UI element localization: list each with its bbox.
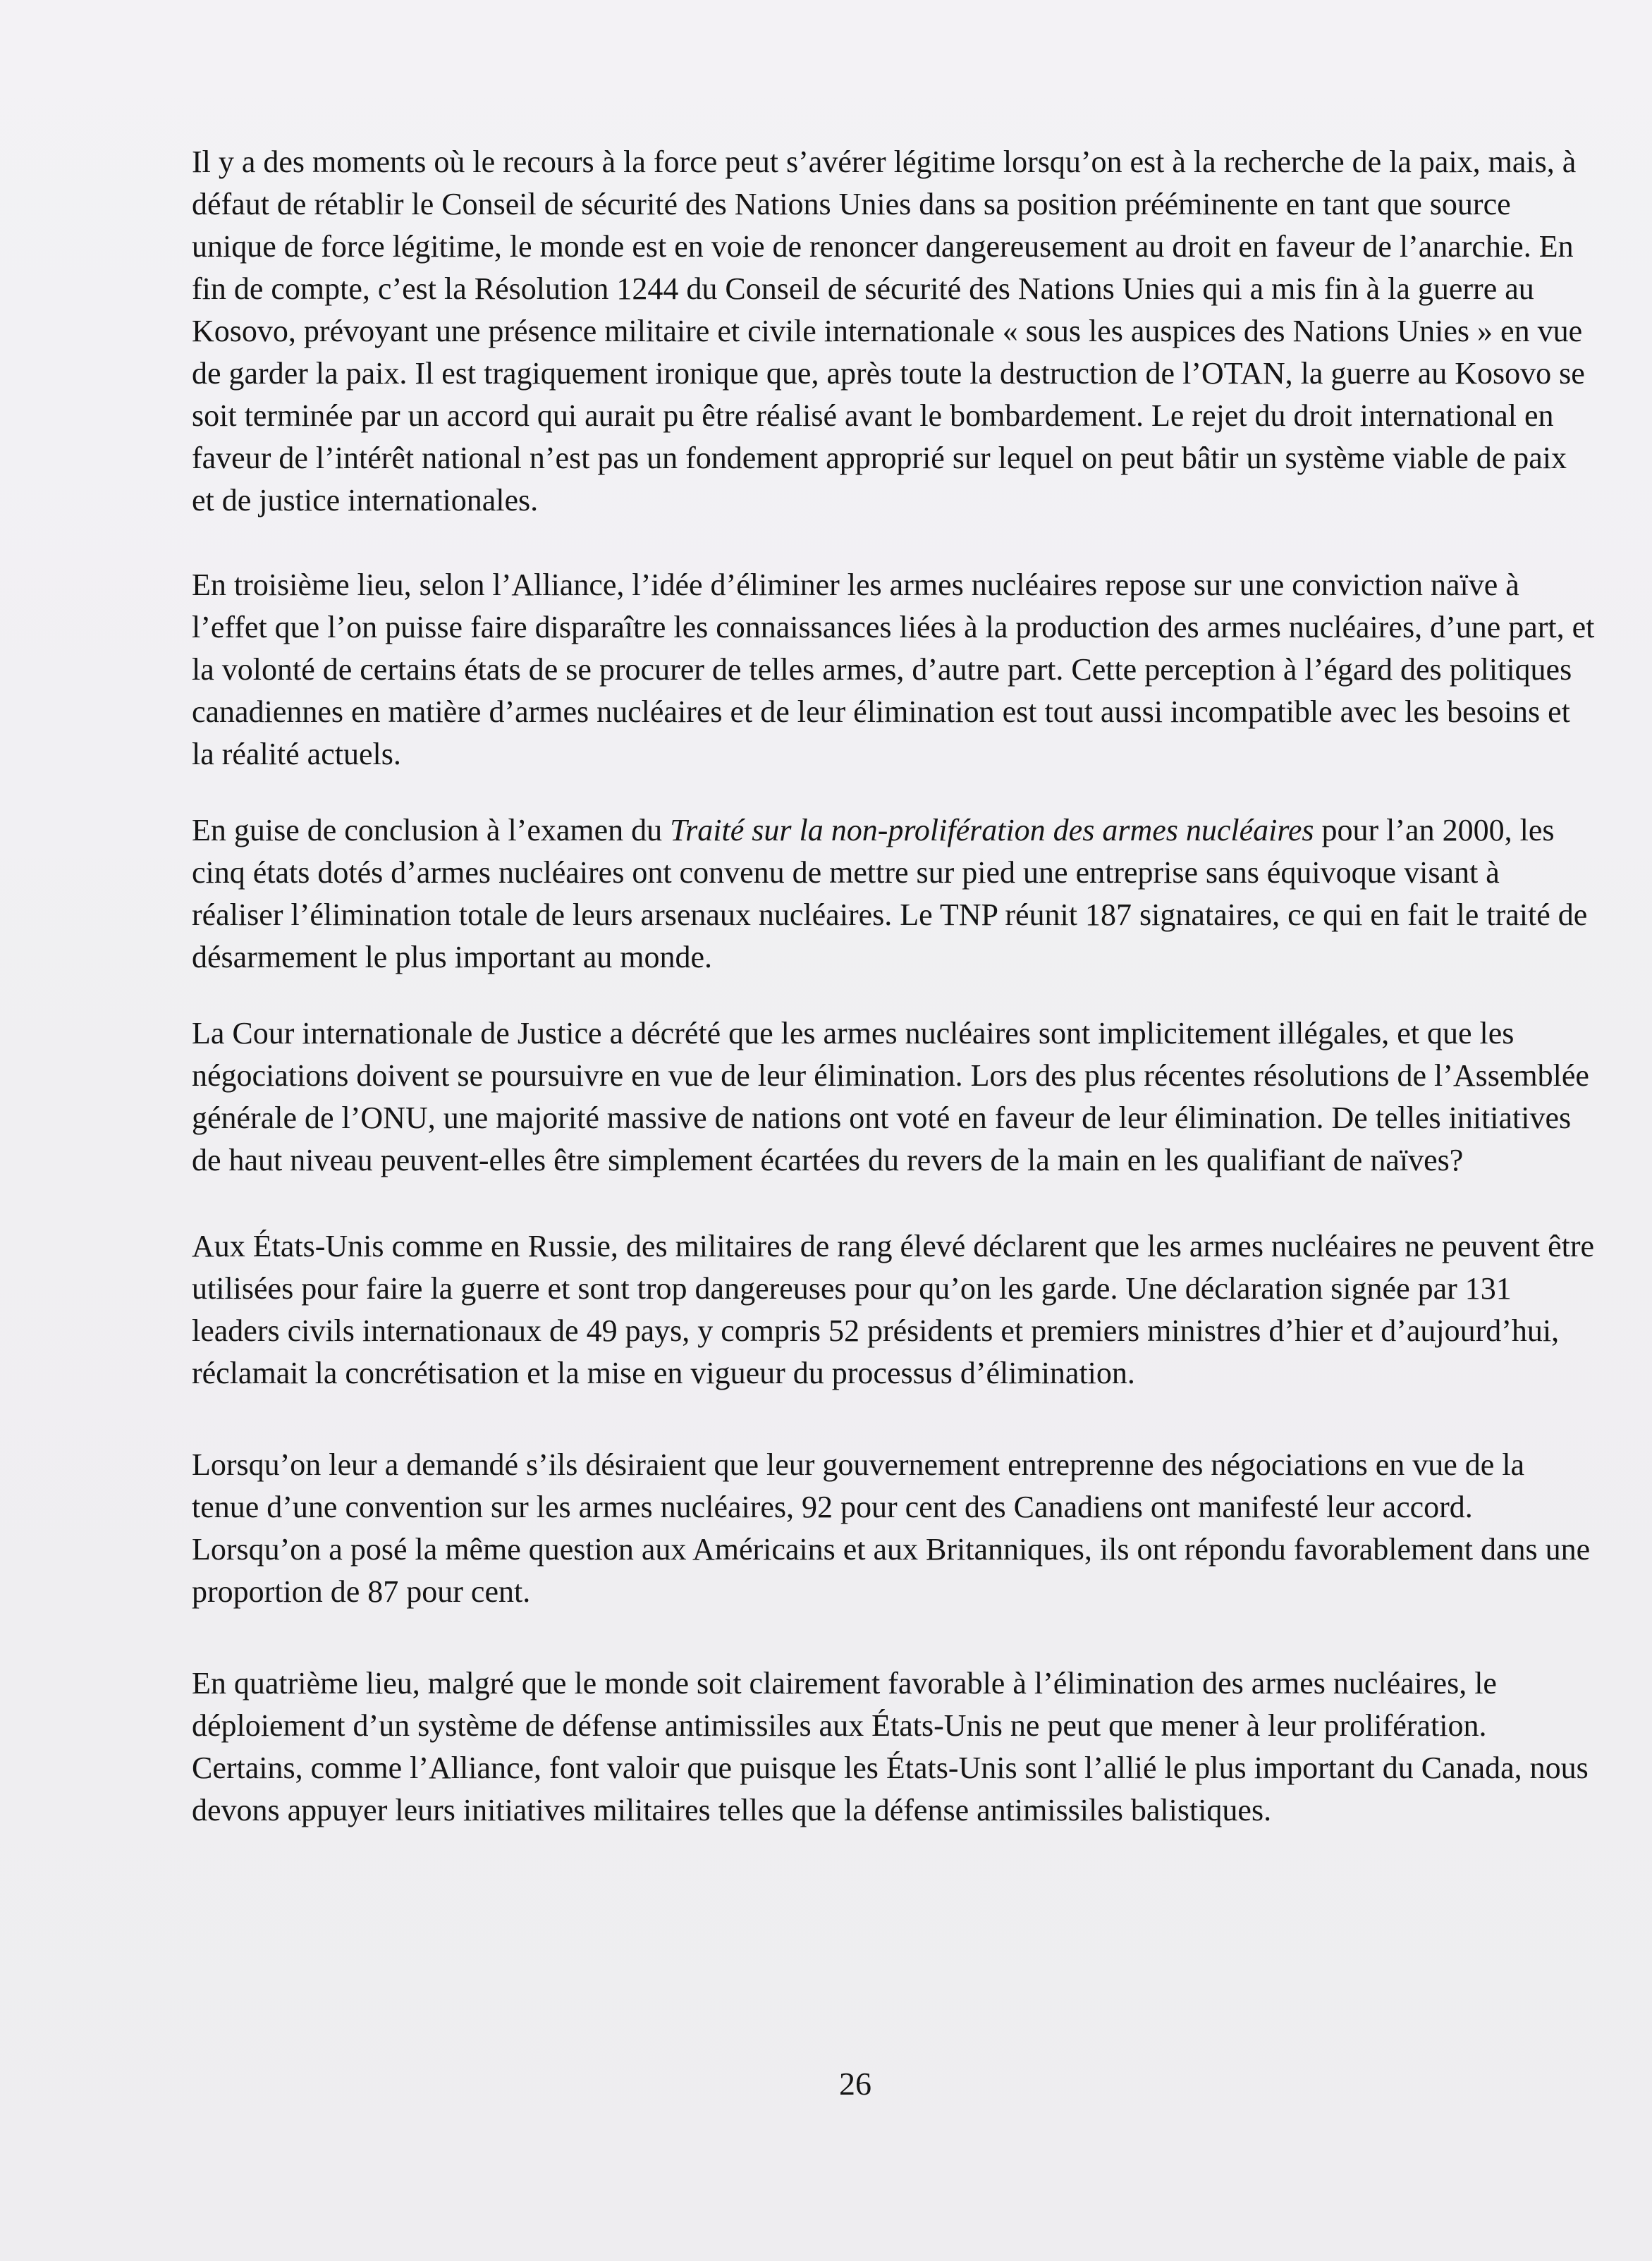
paragraph-treaty-conclusion bbox=[192, 809, 1595, 979]
paragraph-fourth-point: En quatrième lieu, malgré que le monde soit clairement favorable à l’élimination des armes nucléaires, le déploiement d’un système de défense antimissiles aux États-Unis ne peut que mener à leur prolifération. Certains, comme l’Alliance, font valoir que puisque les États-Unis sont l’allié le plus important du Canada, nous devons appuyer leurs initiatives militaires telles que la défense antimissiles balistiques. bbox=[192, 1666, 1589, 1827]
treaty-title: Traité sur la non-prolifération des armes nucléaires bbox=[670, 813, 1314, 847]
paragraph-third-point: En troisième lieu, selon l’Alliance, l’idée d’éliminer les armes nucléaires repose sur une conviction naïve à l’effet que l’on puisse faire disparaître les connaissances liées à la production des armes nucléaires, d’une part, et la volonté de certains états de se procurer de telles armes, d’autre part. Cette perception à l’égard des politiques canadiennes en matière d’armes nucléaires et de leur élimination est tout aussi incompatible avec les besoins et la réalité actuels. bbox=[192, 568, 1595, 771]
paragraph-force-legitimacy: Il y a des moments où le recours à la force peut s’avérer légitime lorsqu’on est à la recherche de la paix, mais, à défaut de rétablir le Conseil de sécurité des Nations Unies dans sa position prééminente en tant que source unique de force légitime, le monde est en voie de renoncer dangereusement au droit en faveur de l’anarchie. En fin de compte, c’est la Résolution 1244 du Conseil de sécurité des Nations Unies qui a mis fin à la guerre au Kosovo, prévoyant une présence militaire et civile internationale « sous les auspices des Nations Unies » en vue de garder la paix. Il est tragiquement ironique que, après toute la destruction de l’OTAN, la guerre au Kosovo se soit terminée par un accord qui aurait pu être réalisé avant le bombardement. Le rejet du droit international en faveur de l’intérêt national n’est pas un fondement approprié sur lequel on peut bâtir un système viable de paix et de justice internationales. bbox=[192, 145, 1585, 517]
body-text bbox=[192, 141, 1595, 1832]
paragraph-public-opinion: Lorsqu’on leur a demandé s’ils désiraient que leur gouvernement entreprenne des négociations en vue de la tenue d’une convention sur les armes nucléaires, 92 pour cent des Canadiens ont manifesté leur accord. Lorsqu’on a posé la même question aux Américains et aux Britanniques, ils ont répondu favorablement dans une proportion de 87 pour cent. bbox=[192, 1447, 1591, 1609]
paragraph-treaty-before: En guise de conclusion à l’examen du bbox=[192, 813, 671, 847]
page-number: 26 bbox=[839, 2066, 871, 2102]
paragraph-international-court: La Cour internationale de Justice a décrété que les armes nucléaires sont implicitement illégales, et que les négociations doivent se poursuivre en vue de leur élimination. Lors des plus récentes résolutions de l’Assemblée générale de l’ONU, une majorité massive de nations ont voté en faveur de leur élimination. De telles initiatives de haut niveau peuvent-elles être simplement écartées du revers de la main en les qualifiant de naïves? bbox=[192, 1016, 1589, 1177]
paragraph-treaty-after: pour l’an 2000, les cinq états dotés d’armes nucléaires ont convenu de mettre sur pied une entreprise sans équivoque visant à réaliser l’élimination totale de leurs arsenaux nucléaires. Le TNP réunit 187 signataires, ce qui en fait le traité de désarmement le plus important au monde. bbox=[192, 813, 1588, 974]
paragraph-military-leaders: Aux États-Unis comme en Russie, des militaires de rang élevé déclarent que les armes nucléaires ne peuvent être utilisées pour faire la guerre et sont trop dangereuses pour qu’on les garde. Une déclaration signée par 131 leaders civils internationaux de 49 pays, y compris 52 présidents et premiers ministres d’hier et d’aujourd’hui, réclamait la concrétisation et la mise en vigueur du processus d’élimination. bbox=[192, 1229, 1595, 1390]
